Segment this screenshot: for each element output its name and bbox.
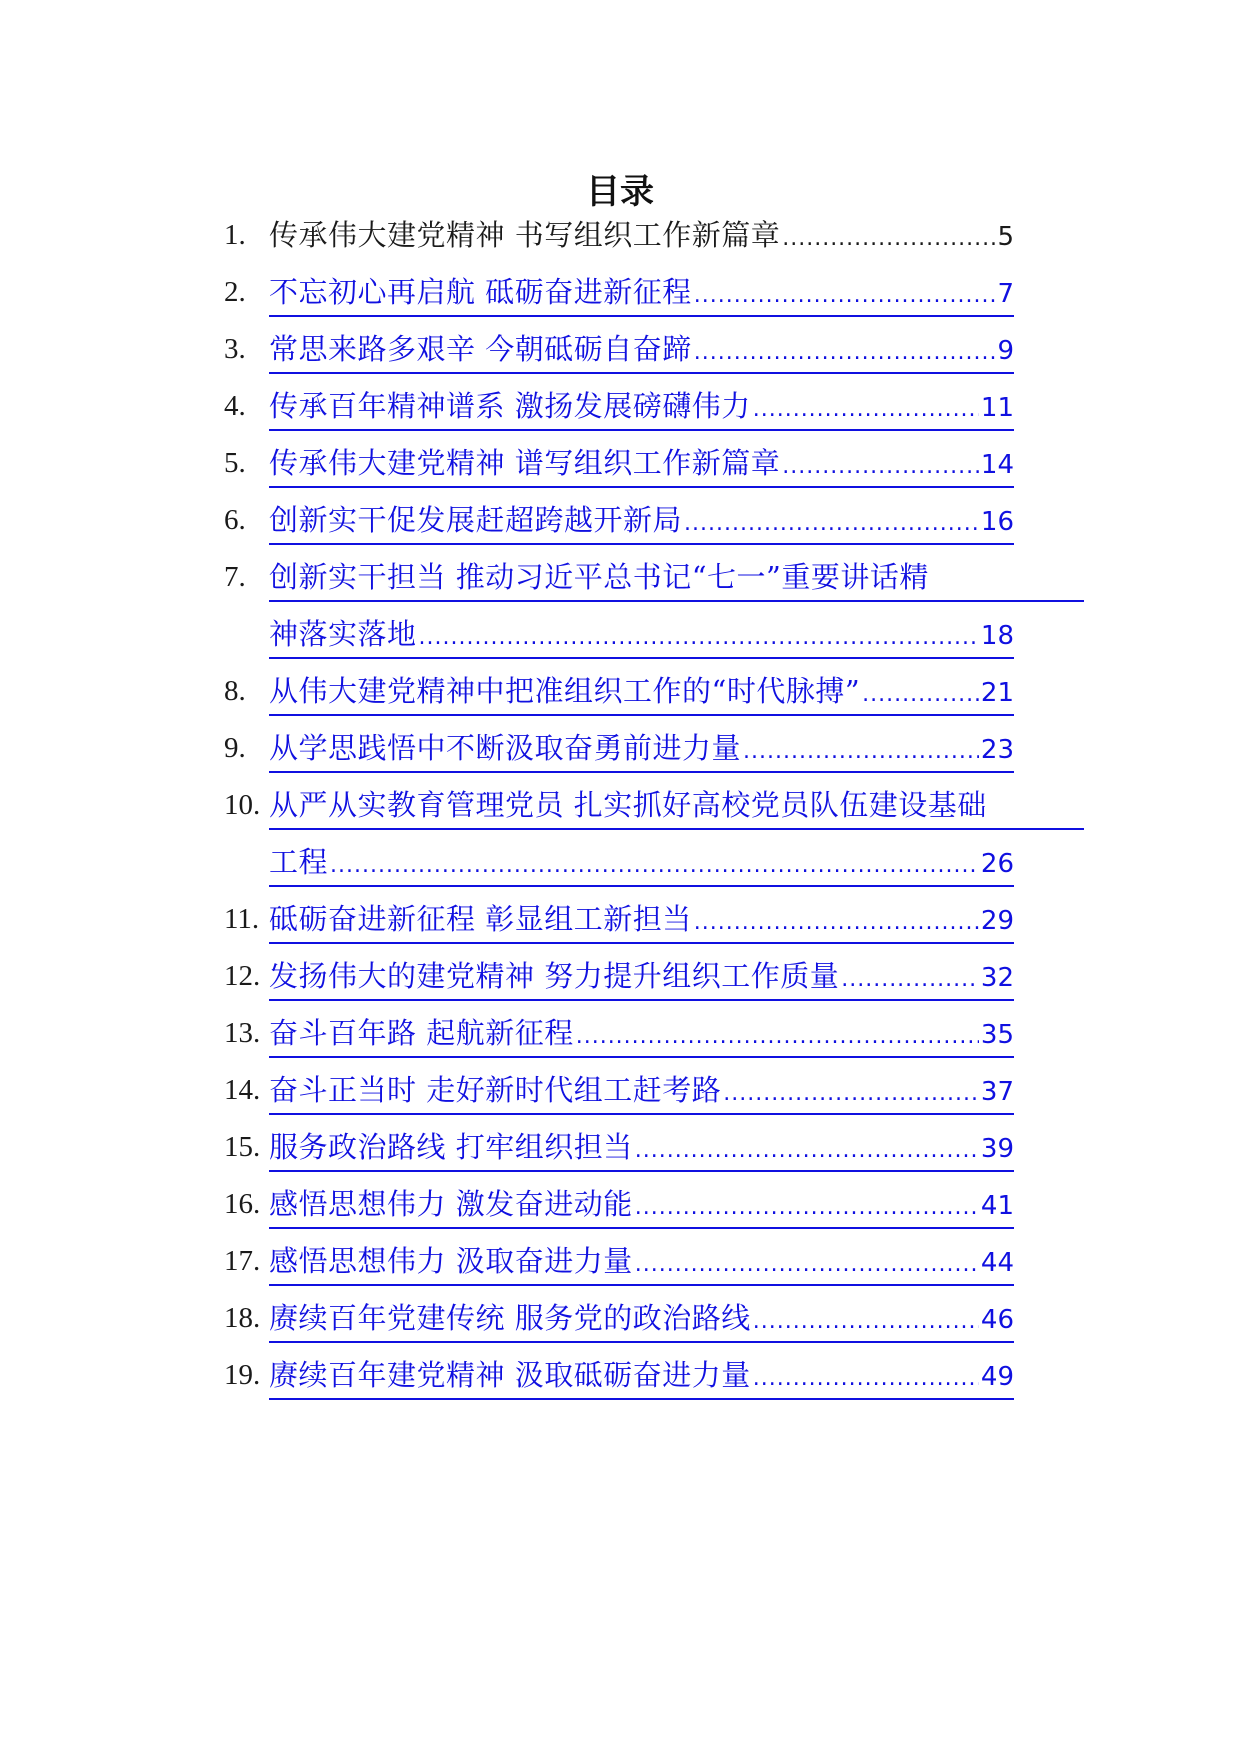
toc-entry-number: 14. — [224, 1074, 261, 1106]
toc-page-number: 21 — [980, 678, 1014, 708]
toc-entry-10 — [224, 780, 1084, 830]
toc-entry-number: 2. — [224, 276, 246, 308]
toc-entry-link[interactable] — [269, 609, 1014, 659]
toc-entry-link[interactable] — [269, 381, 1014, 431]
toc-entry-title: 从学思践悟中不断汲取奋勇前进力量 — [269, 731, 742, 765]
toc-entry-link[interactable] — [269, 267, 1014, 317]
toc-entry-number: 9. — [224, 732, 246, 764]
toc-page-number: 18 — [980, 621, 1014, 651]
toc-entry-19 — [224, 1350, 1014, 1400]
dot-leader — [753, 1354, 979, 1404]
toc-entry-13 — [224, 1008, 1014, 1058]
toc-entry-18 — [224, 1293, 1014, 1343]
toc-entry-link[interactable] — [269, 780, 1084, 830]
toc-entry-title: 砥砺奋进新征程 彰显组工新担当 — [269, 902, 692, 936]
toc-entry-title: 传承伟大建党精神 谱写组织工作新篇章 — [269, 446, 781, 480]
toc-page-number: 9 — [997, 336, 1014, 366]
toc-entry-link[interactable] — [269, 1350, 1014, 1400]
toc-page-number: 26 — [980, 849, 1014, 879]
toc-entry-number: 7. — [224, 561, 246, 593]
toc-entry-3 — [224, 324, 1014, 374]
toc-page-number: 49 — [980, 1362, 1014, 1392]
dot-leader — [753, 1297, 979, 1347]
toc-entry-5 — [224, 438, 1014, 488]
dot-leader — [782, 442, 979, 492]
toc-entry-link[interactable] — [269, 552, 1084, 602]
dot-leader — [635, 1126, 979, 1176]
toc-page-number: 23 — [980, 735, 1014, 765]
toc-entry-link[interactable] — [269, 1065, 1014, 1115]
toc-page-number: 35 — [980, 1020, 1014, 1050]
toc-page-number: 41 — [980, 1191, 1014, 1221]
toc-entry-link[interactable] — [269, 1236, 1014, 1286]
toc-page-number: 7 — [997, 279, 1014, 309]
toc-entry-link[interactable] — [269, 324, 1014, 374]
dot-leader — [753, 385, 979, 435]
toc-entry-title: 创新实干促发展赶超跨越开新局 — [269, 503, 683, 537]
toc-page-number: 29 — [980, 906, 1014, 936]
toc-page-number: 5 — [997, 222, 1014, 252]
toc-entry-title: 赓续百年建党精神 汲取砥砺奋进力量 — [269, 1358, 751, 1392]
toc-page-number: 32 — [980, 963, 1014, 993]
dot-leader — [723, 1069, 979, 1119]
toc-entry-number: 12. — [224, 960, 261, 992]
toc-entry-link[interactable] — [269, 894, 1014, 944]
toc-entry-number: 13. — [224, 1017, 261, 1049]
toc-entry-6 — [224, 495, 1014, 545]
toc-entry-title-line1: 从严从实教育管理党员 扎实抓好高校党员队伍建设基础 — [269, 788, 987, 822]
toc-entry-8 — [224, 666, 1014, 716]
toc-entry-2 — [224, 267, 1014, 317]
toc-entry-title: 传承伟大建党精神 书写组织工作新篇章 — [269, 218, 781, 252]
toc-entry-link[interactable] — [269, 723, 1014, 773]
toc-entry-title: 感悟思想伟力 激发奋进动能 — [269, 1187, 633, 1221]
toc-entry-title-line2: 工程 — [269, 845, 329, 879]
toc-entry-7-continued — [269, 609, 1014, 659]
toc-page-number: 44 — [980, 1248, 1014, 1278]
toc-entry-number: 19. — [224, 1359, 261, 1391]
toc-entry-14 — [224, 1065, 1014, 1115]
toc-entry-number: 1. — [224, 219, 246, 251]
dot-leader — [862, 670, 979, 720]
toc-page-number: 16 — [980, 507, 1014, 537]
toc-entry-title: 发扬伟大的建党精神 努力提升组织工作质量 — [269, 959, 840, 993]
toc-entry-16 — [224, 1179, 1014, 1229]
toc-entry-number: 10. — [224, 789, 261, 821]
toc-entry-title: 从伟大建党精神中把准组织工作的“时代脉搏” — [269, 674, 861, 708]
toc-entry-title-line1: 创新实干担当 推动习近平总书记“七一”重要讲话精 — [269, 560, 929, 594]
toc-entry-title-line2: 神落实落地 — [269, 617, 417, 651]
toc-entry-link[interactable] — [269, 951, 1014, 1001]
toc-entry-number: 8. — [224, 675, 246, 707]
dot-leader — [576, 1012, 979, 1062]
toc-entry-10-continued — [269, 837, 1014, 887]
dot-leader — [419, 613, 979, 663]
dot-leader — [330, 841, 979, 891]
toc-entry-number: 3. — [224, 333, 246, 365]
toc-entry-number: 4. — [224, 390, 246, 422]
toc-entry-link[interactable] — [269, 1122, 1014, 1172]
toc-entry-title: 常思来路多艰辛 今朝砥砺自奋蹄 — [269, 332, 692, 366]
toc-entry-1 — [224, 210, 1014, 260]
toc-entry-12 — [224, 951, 1014, 1001]
toc-title: 目录 — [586, 172, 654, 212]
dot-leader — [694, 898, 979, 948]
toc-entry-number: 6. — [224, 504, 246, 536]
toc-entry-link[interactable] — [269, 837, 1014, 887]
toc-entry-15 — [224, 1122, 1014, 1172]
dot-leader — [635, 1183, 979, 1233]
toc-entry-number: 11. — [224, 903, 260, 935]
toc-page-number: 39 — [980, 1134, 1014, 1164]
dot-leader — [684, 499, 979, 549]
toc-entry-title: 赓续百年党建传统 服务党的政治路线 — [269, 1301, 751, 1335]
dot-leader — [694, 271, 996, 321]
toc-entry-number: 5. — [224, 447, 246, 479]
toc-entry-number: 18. — [224, 1302, 261, 1334]
dot-leader — [743, 727, 979, 777]
toc-entry-17 — [224, 1236, 1014, 1286]
toc-entry-text — [269, 210, 1014, 260]
toc-entry-link[interactable] — [269, 1008, 1014, 1058]
toc-entry-title: 奋斗百年路 起航新征程 — [269, 1016, 574, 1050]
toc-entry-title: 感悟思想伟力 汲取奋进力量 — [269, 1244, 633, 1278]
toc-entry-title: 奋斗正当时 走好新时代组工赶考路 — [269, 1073, 722, 1107]
toc-entry-number: 17. — [224, 1245, 261, 1277]
toc-page-number: 11 — [980, 393, 1014, 423]
toc-entry-link[interactable] — [269, 666, 1014, 716]
toc-entry-title: 传承百年精神谱系 激扬发展磅礴伟力 — [269, 389, 751, 423]
toc-entry-link[interactable] — [269, 438, 1014, 488]
dot-leader — [694, 328, 996, 378]
dot-leader — [635, 1240, 979, 1290]
toc-entry-link[interactable] — [269, 1293, 1014, 1343]
toc-entry-number: 15. — [224, 1131, 261, 1163]
toc-entry-title: 服务政治路线 打牢组织担当 — [269, 1130, 633, 1164]
dot-leader — [841, 955, 979, 1005]
toc-entry-4 — [224, 381, 1014, 431]
toc-page-number: 46 — [980, 1305, 1014, 1335]
toc-page-number: 37 — [980, 1077, 1014, 1107]
toc-entry-link[interactable] — [269, 495, 1014, 545]
toc-entry-link[interactable] — [269, 1179, 1014, 1229]
toc-page-number: 14 — [980, 450, 1014, 480]
toc-entry-7 — [224, 552, 1084, 602]
toc-entry-title: 不忘初心再启航 砥砺奋进新征程 — [269, 275, 692, 309]
dot-leader — [782, 214, 995, 264]
toc-entry-9 — [224, 723, 1014, 773]
toc-entry-11 — [224, 894, 1014, 944]
toc-entry-number: 16. — [224, 1188, 261, 1220]
